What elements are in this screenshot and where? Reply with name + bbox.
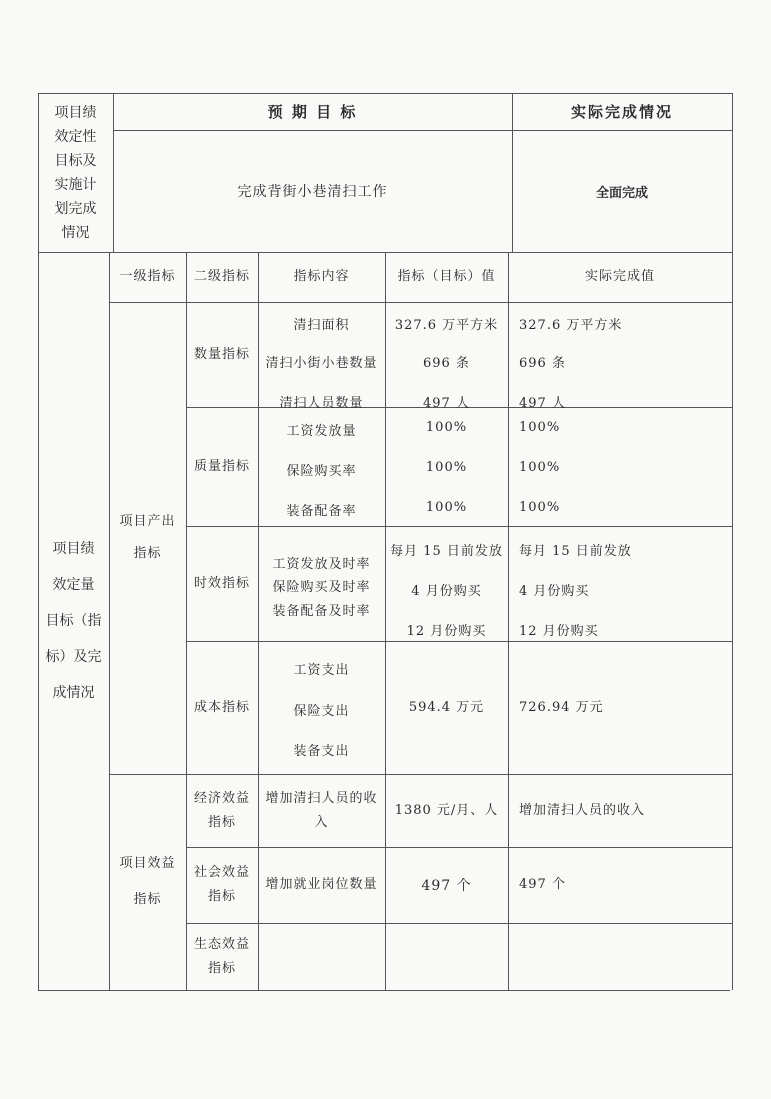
expected-goal-text: 完成背街小巷清扫工作 (237, 184, 388, 200)
quantitative-section-label: 项目绩 效定量 目标（指 标）及完 成情况 (45, 541, 102, 701)
timeliness-indicator-label: 时效指标 (193, 575, 250, 591)
quantity-content-area: 清扫面积 (293, 318, 350, 333)
quality-content-insurance: 保险购买率 (286, 464, 357, 479)
timeliness-content-wages: 工资发放及时率 (272, 557, 371, 572)
quality-indicator-label: 质量指标 (193, 458, 250, 474)
expected-goal-header: 预 期 目 标 (267, 103, 358, 121)
quantity-actual-staff: 497 人 (519, 396, 566, 411)
quantity-indicator-label: 数量指标 (193, 346, 250, 362)
header-level1: 一级指标 (119, 269, 176, 285)
cost-content-wages: 工资支出 (293, 663, 350, 678)
quality-content-wages: 工资发放量 (286, 424, 357, 439)
actual-completion-header: 实际完成情况 (570, 103, 673, 121)
economic-indicator-label: 经济效益 指标 (193, 790, 250, 830)
social-actual: 497 个 (519, 877, 566, 893)
timeliness-actual-insurance: 4 月份购买 (519, 584, 590, 599)
timeliness-content-equipment: 装备配备及时率 (272, 604, 371, 619)
economic-target: 1380 元/月、人 (394, 802, 499, 818)
social-target: 497 个 (421, 878, 472, 894)
quality-actual-wages: 100% (519, 420, 561, 435)
social-content: 增加就业岗位数量 (265, 877, 378, 893)
quality-actual-insurance: 100% (519, 460, 561, 475)
cost-indicator-label: 成本指标 (193, 699, 250, 715)
cost-target: 594.4 万元 (408, 699, 485, 715)
qualitative-section-label: 项目绩 效定性 目标及 实施计 划完成 情况 (54, 104, 97, 241)
header-content: 指标内容 (293, 269, 350, 285)
timeliness-target-wages: 每月 15 日前发放 (390, 544, 503, 559)
output-indicator-label: 项目产出 指标 (119, 514, 176, 561)
quality-target-wages: 100% (425, 420, 468, 435)
quantity-target-streets: 696 条 (423, 356, 470, 371)
timeliness-actual-wages: 每月 15 日前发放 (519, 544, 632, 559)
header-actual: 实际完成值 (584, 269, 655, 285)
timeliness-actual-equipment: 12 月份购买 (519, 624, 599, 639)
actual-goal-text: 全面完成 (595, 185, 648, 201)
timeliness-content-insurance: 保险购买及时率 (272, 580, 371, 595)
cost-content-insurance: 保险支出 (293, 704, 350, 719)
header-level2: 二级指标 (193, 269, 250, 285)
header-target: 指标（目标）值 (397, 269, 496, 285)
quantity-target-area: 327.6 万平方米 (394, 318, 499, 333)
quality-target-insurance: 100% (425, 460, 468, 475)
quantity-actual-area: 327.6 万平方米 (519, 318, 623, 333)
quantity-content-streets: 清扫小街小巷数量 (265, 356, 378, 371)
cost-actual: 726.94 万元 (519, 699, 604, 715)
timeliness-target-equipment: 12 月份购买 (406, 624, 487, 639)
quality-content-equipment: 装备配备率 (286, 504, 357, 519)
social-indicator-label: 社会效益 指标 (193, 865, 250, 904)
economic-actual: 增加清扫人员的收入 (519, 802, 646, 818)
ecological-indicator-label: 生态效益 指标 (193, 936, 250, 976)
quantity-content-staff: 清扫人员数量 (279, 396, 364, 411)
benefit-indicator-label: 项目效益 指标 (119, 856, 176, 907)
quantity-actual-streets: 696 条 (519, 356, 566, 371)
quantity-target-staff: 497 人 (423, 396, 470, 411)
timeliness-target-insurance: 4 月份购买 (411, 584, 482, 599)
quality-actual-equipment: 100% (519, 500, 561, 515)
cost-content-equipment: 装备支出 (293, 744, 350, 759)
economic-content: 增加清扫人员的收 入 (265, 790, 378, 830)
quality-target-equipment: 100% (425, 500, 468, 515)
